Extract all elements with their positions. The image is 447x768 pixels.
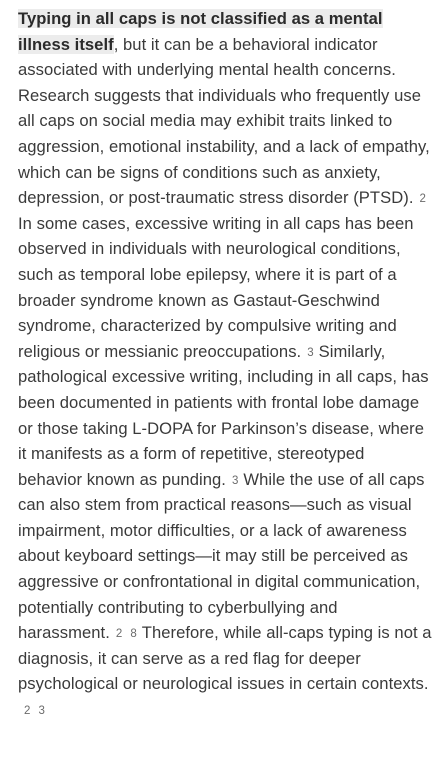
sentence-text: While the use of all caps can also stem from practical reasons—such as visual impairment, motor difficulties, or a lack of awareness about keyboard settings—it may still be perceived as aggressive or confrontational in digital communication, potentially contributing to cyberbullying and harassment. xyxy=(18,469,425,643)
citation-marker[interactable]: 3 xyxy=(231,474,239,487)
sentence-text: In some cases, excessive writing in all caps has been observed in individuals with neurological conditions, such as temporal lobe epilepsy, where it is part of a broader syndrome known as Gastaut-Geschwind syndrome, characterized by compulsive writing and religious or messianic preoccupations. xyxy=(18,213,414,361)
citation-marker[interactable]: 3 xyxy=(38,705,45,718)
citation-marker[interactable]: 3 xyxy=(307,346,314,359)
citation-marker[interactable]: 2 xyxy=(419,193,426,206)
citation-marker[interactable]: 2 xyxy=(115,628,123,641)
citation-marker[interactable]: 8 xyxy=(130,628,137,641)
answer-paragraph xyxy=(18,6,433,723)
sentence-text: , but it can be a behavioral indicator associated with underlying mental health concerns. Research suggests that individuals who frequently use all caps on social media may exhibit traits linked to aggression, emotional instability, and a lack of empathy, which can be signs of conditions such as anxiety, depression, or post-traumatic stress disorder (PTSD). xyxy=(18,34,430,208)
sentence-text: Therefore, while all-caps typing is not a diagnosis, it can serve as a red flag for deeper psychological or neurological issues in certain contexts. xyxy=(18,623,432,694)
citation-marker[interactable]: 2 xyxy=(24,705,31,718)
highlighted-statement: Typing in all caps is not classified as a mental illness itself xyxy=(18,9,383,54)
sentence-text: Similarly, pathological excessive writing, including in all caps, has been documented in patients with frontal lobe damage or those taking L-DOPA for Parkinson’s disease, where it manifests as a form of repetitive, stereotyped behavior known as punding. xyxy=(18,341,429,489)
